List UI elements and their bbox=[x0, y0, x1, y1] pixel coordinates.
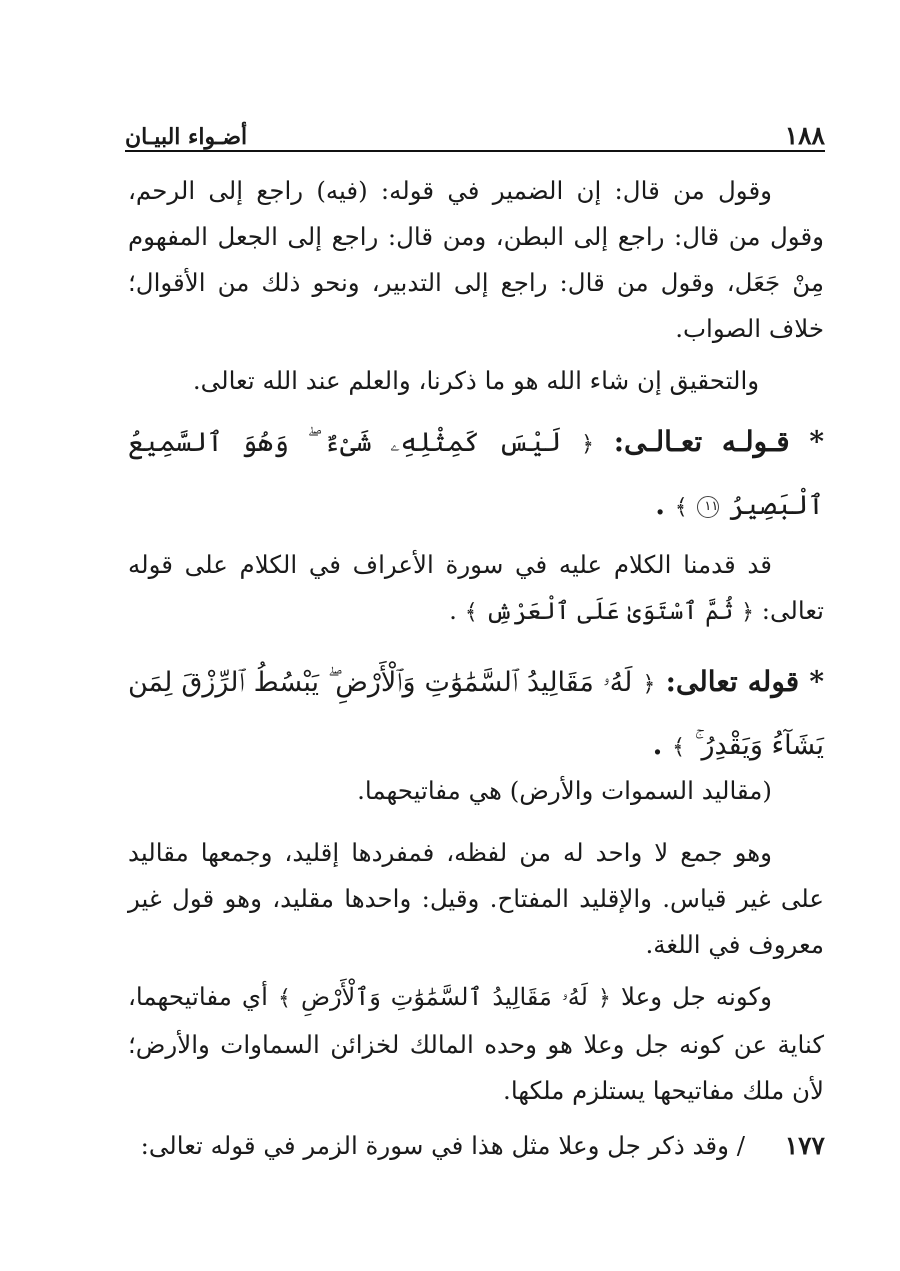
close-brace: ﴾ bbox=[464, 600, 478, 625]
page-number: ١٨٨ bbox=[784, 121, 825, 150]
open-brace: ﴿ bbox=[598, 986, 611, 1011]
quran-text: لَيْسَ كَمِثْلِهِۦ شَىْءٌ ۖ وَهُوَ ٱلسَّمِيعُ ٱلْبَصِيرُ bbox=[128, 427, 824, 521]
paragraph-text: والتحقيق إن شاء الله هو ما ذكرنا، والعلم عند الله تعالى. bbox=[192, 366, 760, 395]
paragraph-reference-araf: قد قدمنا الكلام عليه في سورة الأعراف في الكلام على قوله تعالى: ﴿ ثُمَّ ٱسْتَوَىٰ عَلَى ٱلْعَرْشِ ﴾ . bbox=[128, 550, 824, 625]
paragraph-pronoun-views bbox=[128, 168, 824, 352]
header-rule bbox=[125, 150, 825, 152]
original-page-number: ١٧٧ bbox=[784, 1131, 825, 1160]
quran-text: لَهُۥ مَقَالِيدُ ٱلسَّمَٰوَٰتِ وَٱلْأَرْضِ ۖ يَبْسُطُ ٱلرِّزْقَ لِمَن يَشَآءُ وَيَقْدِرُ ۚ bbox=[128, 667, 824, 761]
open-brace: ﴿ bbox=[741, 600, 754, 625]
paragraph-text: قد قدمنا الكلام عليه في سورة الأعراف في الكلام على قوله تعالى: bbox=[128, 550, 824, 625]
paragraph-definition bbox=[128, 768, 824, 814]
verse-lead: * قوله تعالى: bbox=[665, 665, 824, 698]
paragraph-text: وقول من قال: إن الضمير في قوله: (فيه) راجع إلى الرحم، وقول من قال: راجع إلى البطن، ومن قال: راجع إلى الجعل المفهوم مِنْ جَعَل، وقول من قال: راجع إلى التدبير، ونحو ذلك من الأقوال؛ خلاف الصواب. bbox=[128, 176, 824, 343]
running-title: أضـواء البيـان bbox=[125, 124, 248, 150]
quran-text: لَهُۥ مَقَالِيدُ ٱلسَّمَٰوَٰتِ وَٱلْأَرْضِ bbox=[300, 983, 588, 1011]
paragraph-text: وهو جمع لا واحد له من لفظه، فمفردها إقليد، وجمعها مقاليد على غير قياس. والإقليد المفتاح. وقيل: واحدها مقليد، وهو قول غير معروف في اللغة. bbox=[128, 838, 824, 959]
paragraph-text: (مقاليد السموات والأرض) هي مفاتيحهما. bbox=[357, 776, 772, 805]
verse-heading-2: * قوله تعالى: ﴿ لَهُۥ مَقَالِيدُ ٱلسَّمَٰوَٰتِ وَٱلْأَرْضِ ۖ يَبْسُطُ ٱلرِّزْقَ لِمَن يَشَآءُ وَيَقْدِرُ ۚ ﴾ . bbox=[128, 665, 824, 761]
paragraph-text: أي مفاتيحهما، كناية عن كونه جل وعلا هو وحده المالك لخزائن السماوات والأرض؛ لأن ملك مفاتيحها يستلزم ملكها. bbox=[128, 982, 824, 1105]
open-brace: ﴿ bbox=[581, 432, 594, 457]
verse-number-marker: ١١ bbox=[697, 496, 719, 518]
paragraph-etymology bbox=[128, 830, 824, 968]
open-brace: ﴿ bbox=[642, 672, 656, 697]
close-brace: ﴾ bbox=[672, 735, 685, 760]
paragraph-text: وكونه جل وعلا bbox=[620, 982, 773, 1011]
page-header bbox=[125, 112, 825, 150]
verse-heading-1: * قـولـه تعـالـى: ﴿ لَيْسَ كَمِثْلِهِۦ شَىْءٌ ۖ وَهُوَ ٱلسَّمِيعُ ٱلْبَصِيرُ ١١ ﴾ . bbox=[128, 425, 825, 521]
page-footer bbox=[125, 1126, 825, 1166]
paragraph-conclusion bbox=[128, 358, 824, 404]
continuation-text: / وقد ذكر جل وعلا مثل هذا في سورة الزمر في قوله تعالى: bbox=[140, 1131, 745, 1160]
close-brace: ﴾ bbox=[674, 495, 688, 520]
quran-text: ثُمَّ ٱسْتَوَىٰ عَلَى ٱلْعَرْشِ bbox=[485, 597, 734, 625]
verse-lead: * قـولـه تعـالـى: bbox=[613, 425, 825, 458]
close-brace: ﴾ bbox=[277, 986, 291, 1011]
paragraph-metaphor bbox=[128, 974, 824, 1114]
